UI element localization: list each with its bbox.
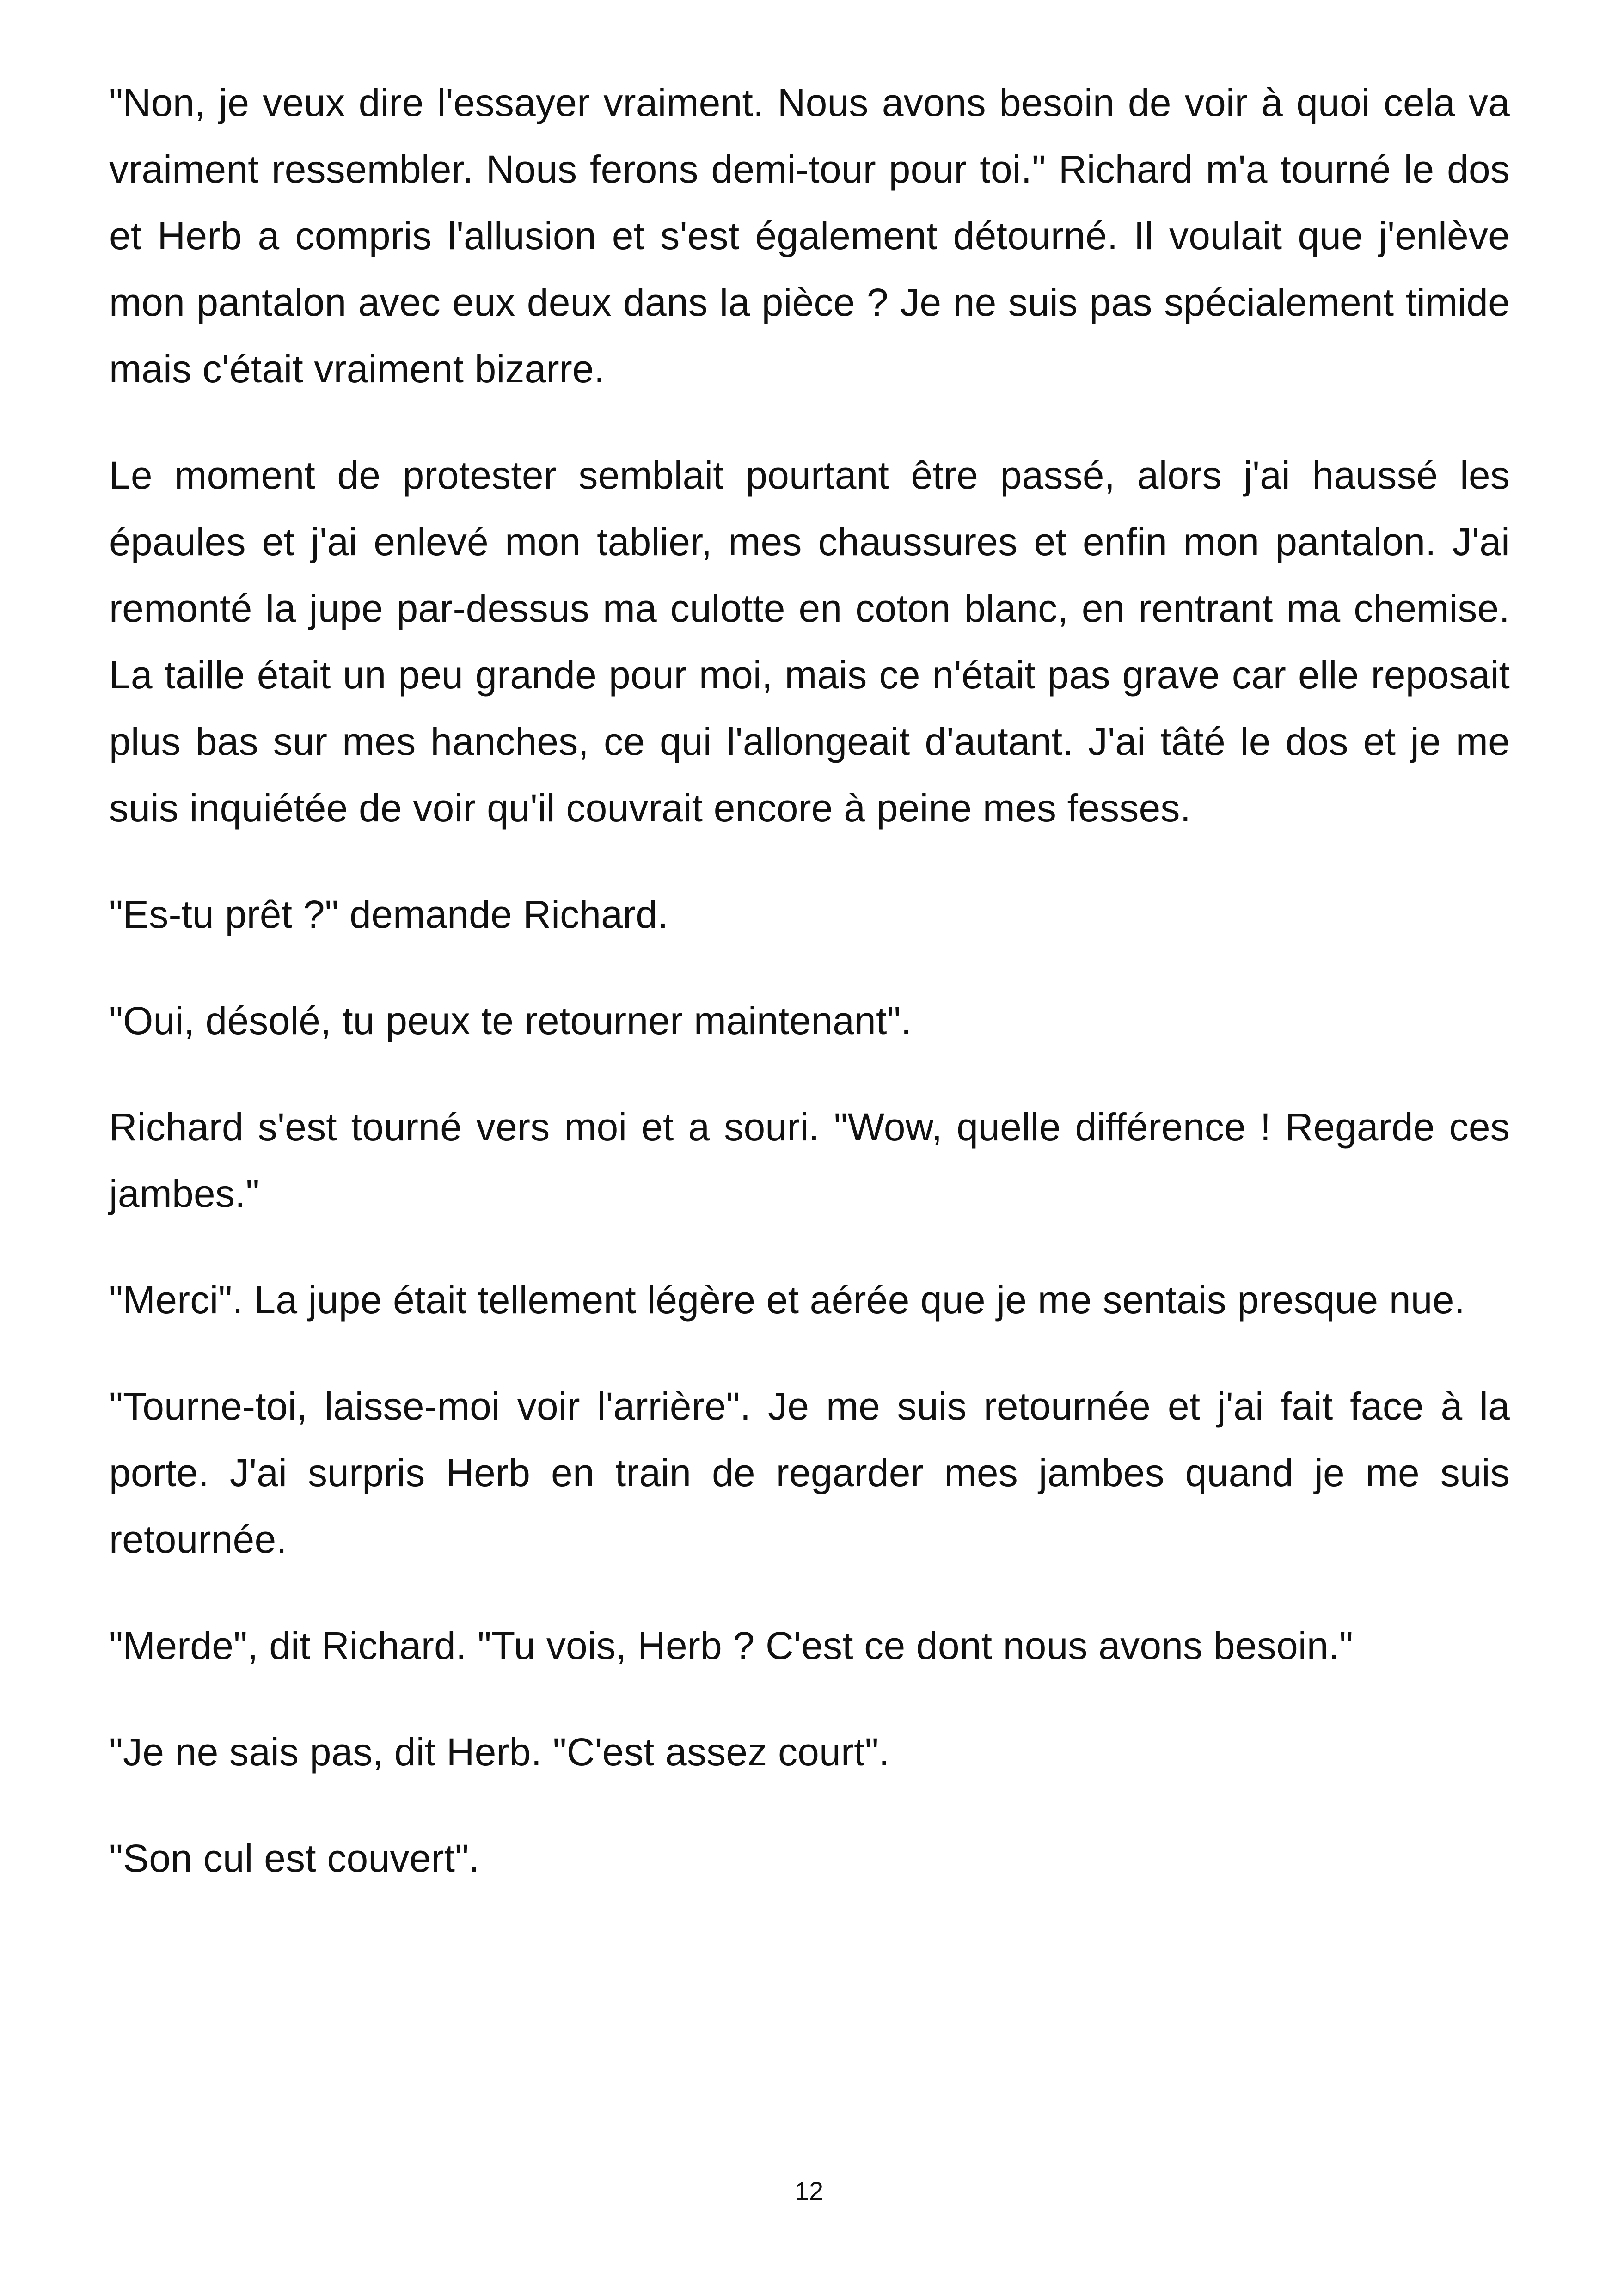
paragraph-8: "Merde", dit Richard. "Tu vois, Herb ? C'est ce dont nous avons besoin." xyxy=(109,1624,1354,1667)
paragraph-5: Richard s'est tourné vers moi et a souri. "Wow, quelle différence ! Regarde ces jambes." xyxy=(109,1105,1510,1215)
paragraph-4: "Oui, désolé, tu peux te retourner maintenant". xyxy=(109,999,912,1042)
paragraph-1: "Non, je veux dire l'essayer vraiment. Nous avons besoin de voir à quoi cela va vraiment ressembler. Nous ferons demi-tour pour toi." Richard m'a tourné le dos et Herb a compris l'allusion et s'est également détourné. Il voulait que j'enlève mon pantalon avec eux deux dans la pièce ? Je ne suis pas spécialement timide mais c'était vraiment bizarre. xyxy=(109,81,1510,391)
paragraph-9: "Je ne sais pas, dit Herb. "C'est assez court". xyxy=(109,1730,890,1774)
paragraph-6: "Merci". La jupe était tellement légère et aérée que je me sentais presque nue. xyxy=(109,1278,1465,1322)
paragraph-7: "Tourne-toi, laisse-moi voir l'arrière". Je me suis retournée et j'ai fait face à la porte. J'ai surpris Herb en train de regarder mes jambes quand je me suis retournée. xyxy=(109,1384,1510,1561)
paragraph-3: "Es-tu prêt ?" demande Richard. xyxy=(109,893,668,936)
page-number: 12 xyxy=(794,2176,824,2205)
paragraph-2: Le moment de protester semblait pourtant être passé, alors j'ai haussé les épaules et j'ai enlevé mon tablier, mes chaussures et enfin mon pantalon. J'ai remonté la jupe par-dessus ma culotte en coton blanc, en rentrant ma chemise. La taille était un peu grande pour moi, mais ce n'était pas grave car elle reposait plus bas sur mes hanches, ce qui l'allongeait d'autant. J'ai tâté le dos et je me suis inquiétée de voir qu'il couvrait encore à peine mes fesses. xyxy=(109,453,1510,830)
paragraph-10: "Son cul est couvert". xyxy=(109,1837,480,1880)
document-body xyxy=(109,69,1510,1931)
